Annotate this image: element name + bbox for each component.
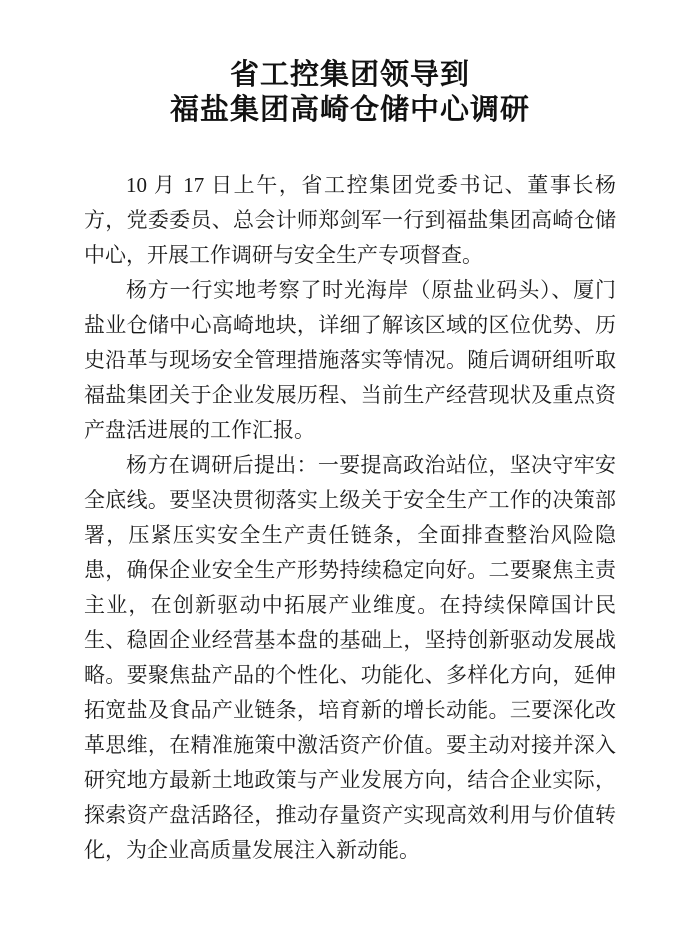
title-line-1: 省工控集团领导到: [229, 59, 470, 91]
paragraph-visit-intro: 10 月 17 日上午，省工控集团党委书记、董事长杨方，党委委员、总会计师郑剑军一行到福盐集团高崎仓储中心，开展工作调研与安全生产专项督查。: [84, 172, 616, 267]
document-body: [84, 168, 616, 868]
document-title: [84, 58, 616, 128]
paragraph-site-inspection: 杨方一行实地考察了时光海岸（原盐业码头）、厦门盐业仓储中心高崎地块，详细了解该区域的区位优势、历史沿革与现场安全管理措施落实等情况。随后调研组听取福盐集团关于企业发展历程、当前生产经营现状及重点资产盘活进展的工作汇报。: [84, 277, 616, 442]
paragraph-leader-remarks: 杨方在调研后提出：一要提高政治站位，坚决守牢安全底线。要坚决贯彻落实上级关于安全生产工作的决策部署，压紧压实安全生产责任链条，全面排查整治风险隐患，确保企业安全生产形势持续稳定向好。二要聚焦主责主业，在创新驱动中拓展产业维度。在持续保障国计民生、稳固企业经营基本盘的基础上，坚持创新驱动发展战略。要聚焦盐产品的个性化、功能化、多样化方向，延伸拓宽盐及食品产业链条，培育新的增长动能。三要深化改革思维，在精准施策中激活资产价值。要主动对接并深入研究地方最新土地政策与产业发展方向，结合企业实际，探索资产盘活路径，推动存量资产实现高效利用与价值转化，为企业高质量发展注入新动能。: [84, 452, 616, 862]
title-line-2: 福盐集团高崎仓储中心调研: [169, 93, 530, 126]
